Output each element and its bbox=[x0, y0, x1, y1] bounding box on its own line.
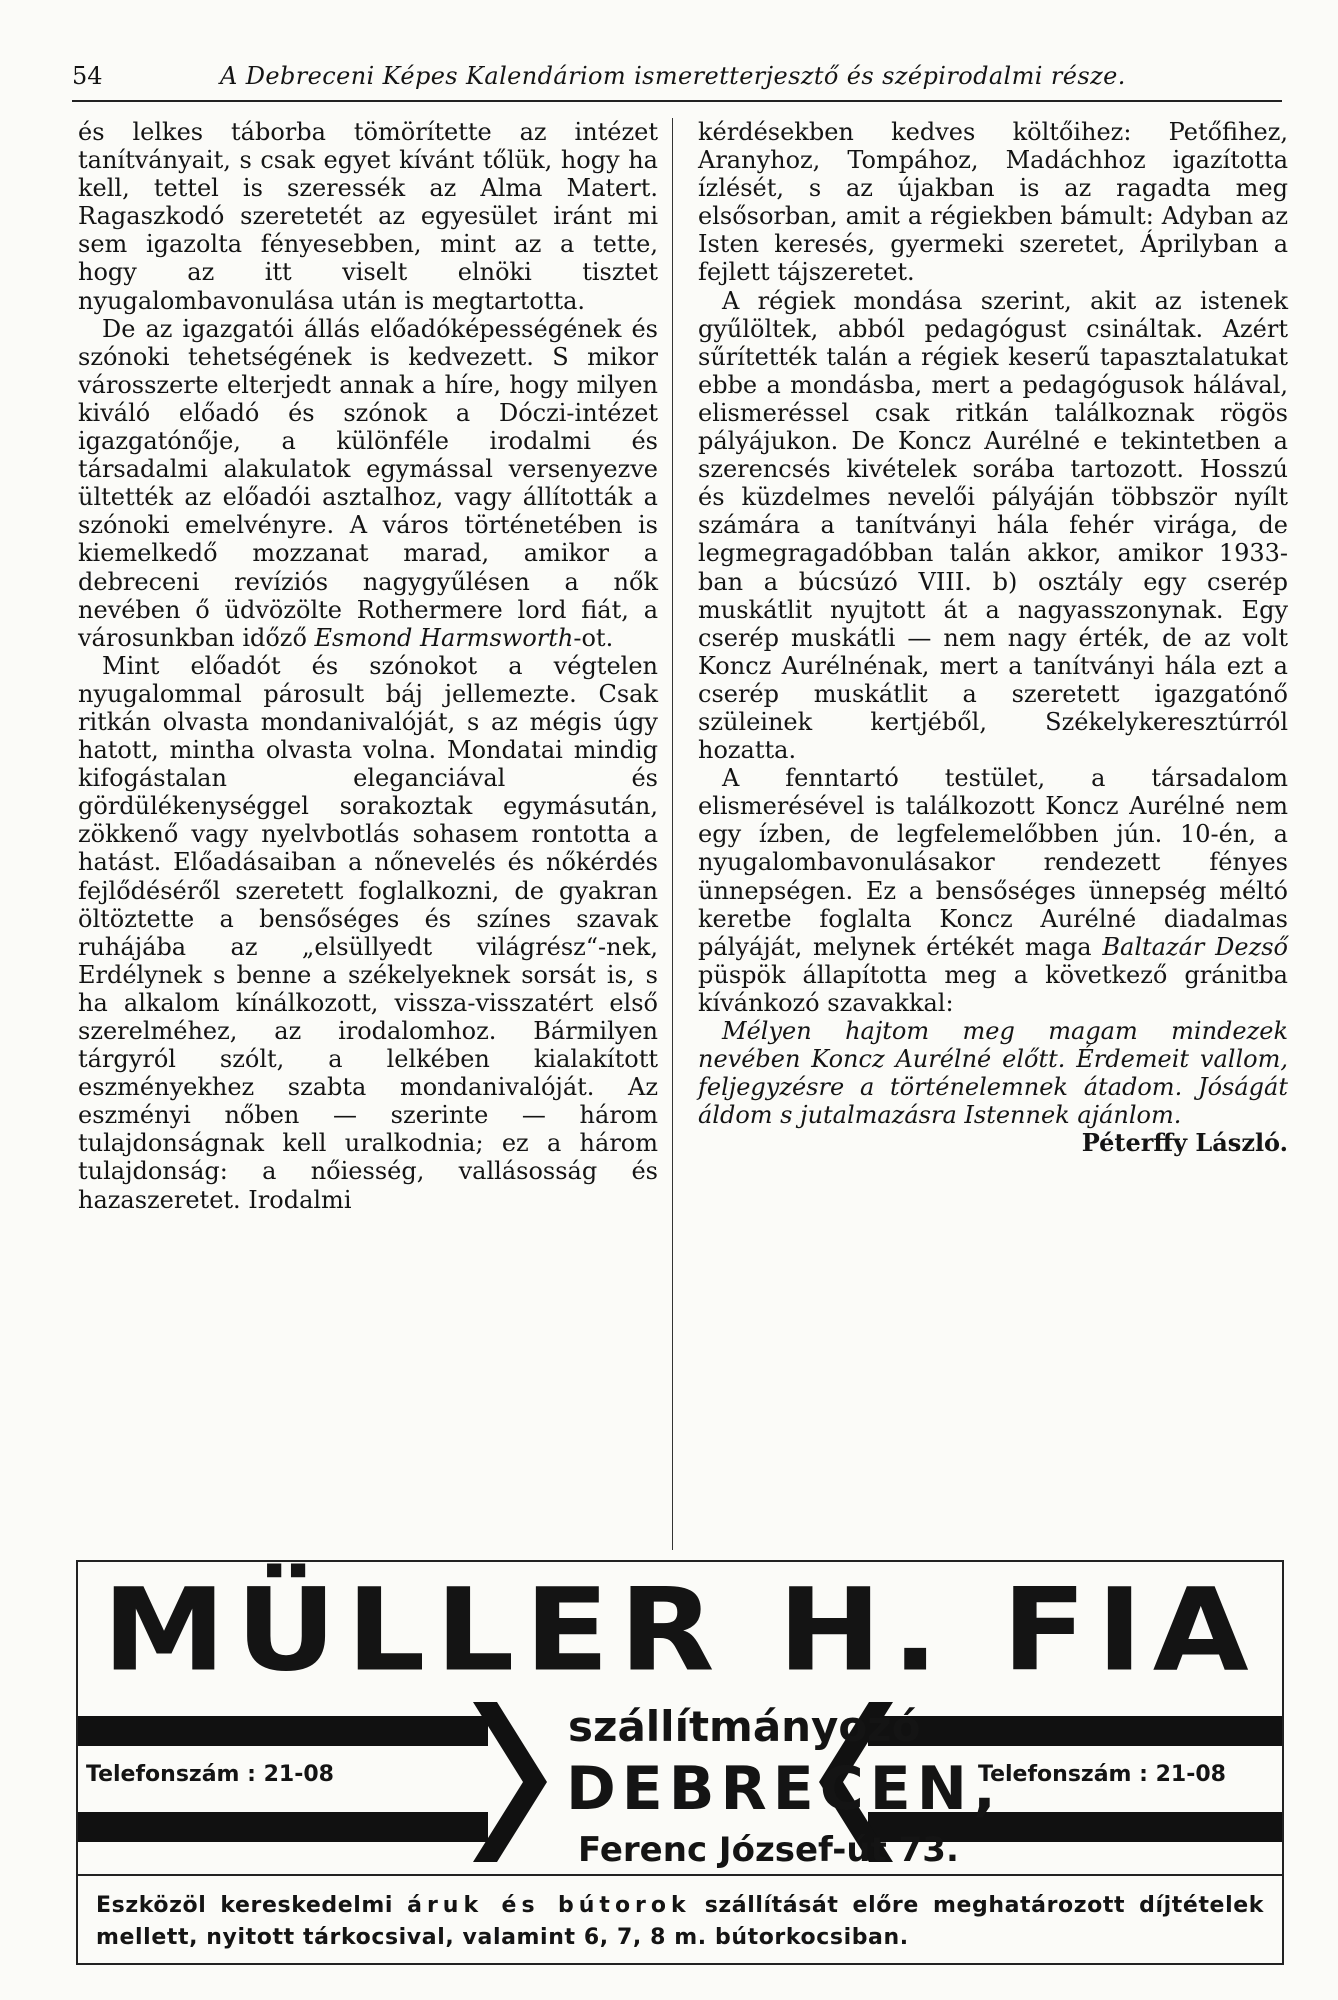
page-number: 54 bbox=[72, 62, 103, 90]
ad-footer-text bbox=[78, 1874, 1282, 1963]
ad-phone-left: Telefonszám : 21-08 bbox=[86, 1762, 334, 1787]
left-paragraph-1: és lelkes táborba tömörítette az intézet tanítványait, s csak egyet kívánt tőlük, hogy ha kell, tettel is szeressék az Alma Matert. Ragaszkodó szeretetét az egyesület iránt mi sem igazolta fényesebben, mint az a tette, hogy az itt viselt elnöki tisztet nyugalombavonulása után is megtartotta. bbox=[78, 118, 658, 315]
page-header bbox=[72, 50, 1282, 102]
baltazar-dezso-name: Baltazár Dezső bbox=[1102, 932, 1288, 961]
advertisement bbox=[76, 1560, 1284, 1965]
ad-footer-part-2: szállítását előre meghatározott díjtételek mellett, nyitott tárkocsival, valamint 6, 7, 8 m. bútorkocsiban. bbox=[96, 1893, 1264, 1950]
right-column bbox=[698, 118, 1288, 1157]
right-paragraph-3 bbox=[698, 764, 1288, 1017]
right-paragraph-1: kérdésekben kedves költőihez: Petőfihez, Aranyhoz, Tompához, Madáchhoz igazította ízlését, s az újakban is az ragadta meg elsősorban, amit a régiekben bámult: Adyban az Isten keresés, gyermeki szeretet, Áprilyban a fejlett tájszeretet. bbox=[698, 118, 1288, 287]
ad-bar-left-top bbox=[78, 1716, 488, 1746]
ad-footer-spaced: áruk és bútorok bbox=[407, 1893, 691, 1918]
ad-city: DEBRECEN, bbox=[566, 1754, 1002, 1824]
ad-subtitle: szállítmányozó bbox=[568, 1702, 921, 1751]
left-paragraph-3: Mint előadót és szónokot a végtelen nyugalommal párosult báj jellemezte. Csak ritkán olvasta mondanivalóját, s az mégis úgy hatott, mintha olvasta volna. Mondatai mindig kifogástalan eleganciával és gördülékenységgel sorakoztak egymásután, zökkenő vagy nyelvbotlás sohasem rontotta a hatást. Előadásaiban a nőnevelés és nőkérdés fejlődéséről szeretett foglalkozni, de gyakran öltöztette a bensőséges és színes szavak ruhájába az „elsüllyedt világrész“-nek, Erdélynek s benne a székelyeknek sorsát is, s ha alkalom kínálkozott, vissza-visszatért első szerelméhez, az irodalomhoz. Bármilyen tárgyról szólt, a lelkében kialakított eszményekhez szabta mondanivalóját. Az eszményi nőben — szerinte — három tulajdonságnak kell uralkodnia; ez a három tulajdonság: a nőiesség, vallásosság és hazaszeretet. Irodalmi bbox=[78, 651, 658, 1214]
left-column bbox=[78, 118, 658, 1214]
right-paragraph-3-text: A fenntartó testület, a társadalom elismerésével is találkozott Koncz Aurélné nem egy ízben, de legfelemelőbben jún. 10-én, a nyugalombavonulásakor rendezett fényes ünnepségen. Ez a bensőséges ünnepség méltó keretbe foglalta Koncz Aurélné diadalmas pályáját, melynek értékét maga bbox=[698, 764, 1288, 961]
left-paragraph-2-text: De az igazgatói állás előadóképességének és szónoki tehetségének is kedvezett. S mikor városszerte elterjedt annak a híre, hogy milyen kiváló előadó és szónok a Dóczi-intézet igazgatónője, a különféle irodalmi és társadalmi alakulatok egymással versenyezve ültették az előadói asztalhoz, vagy állították a szónoki emelvényre. A város történetében is kiemelkedő mozzanat marad, amikor a debreceni revíziós nagygyűlésen a nők nevében ő üdvözölte Rothermere lord fiát, a városunkban időző bbox=[78, 314, 658, 652]
ad-bar-left-bottom bbox=[78, 1812, 488, 1842]
signature: Péterffy László. bbox=[1081, 1128, 1288, 1158]
right-paragraph-3-end: püspök állapította meg a következő gránitba kívánkozó szavakkal: bbox=[698, 960, 1288, 1017]
column-divider bbox=[672, 118, 673, 1550]
ad-chevron-left bbox=[473, 1702, 547, 1862]
ad-company-name: MÜLLER H. FIA bbox=[102, 1564, 1259, 1698]
ad-footer-part-1: Eszközöl kereskedelmi bbox=[96, 1893, 408, 1918]
right-paragraph-2: A régiek mondása szerint, akit az istenek gyűlöltek, abból pedagógust csináltak. Azért sűrítették talán a régiek keserű tapasztalatukat ebbe a mondásba, mert a pedagógusok hálával, elismeréssel csak ritkán találkoznak rögös pályájukon. De Koncz Aurélné e tekintetben a szerencsés kivételek sorába tartozott. Hosszú és küzdelmes nevelői pályáján többször nyílt számára a tanítványi hála fehér virága, de legmegragadóbban talán akkor, amikor 1933-ban a búcsúzó VIII. b) osztály egy cserép muskátlit nyujtott át a nagyasszonynak. Egy cserép muskátli — nem nagy érték, de az volt Koncz Aurélnénak, mert a tanítványi hála ezt a cserép muskátlit a szeretett igazgatónő szüleinek kertjéből, Székelykeresztúrról hozatta. bbox=[698, 286, 1288, 765]
ad-bar-right-top bbox=[868, 1716, 1282, 1746]
ad-phone-right: Telefonszám : 21-08 bbox=[978, 1762, 1226, 1787]
left-paragraph-2 bbox=[78, 315, 658, 652]
left-paragraph-2-end: -ot. bbox=[573, 623, 614, 652]
ad-address: Ferenc József-út 73. bbox=[578, 1830, 959, 1870]
quote: Mélyen hajtom meg magam mindezek nevében Koncz Aurélné előtt. Érdemeit vallom, feljegyzésre a történelemnek átadom. Jóságát áldom s jutalmazásra Istennek ajánlom. bbox=[698, 1017, 1288, 1130]
running-title: A Debreceni Képes Kalendáriom ismeretterjesztő és szépirodalmi része. bbox=[220, 62, 1126, 90]
esmond-harmsworth-name: Esmond Harmsworth bbox=[314, 623, 574, 652]
